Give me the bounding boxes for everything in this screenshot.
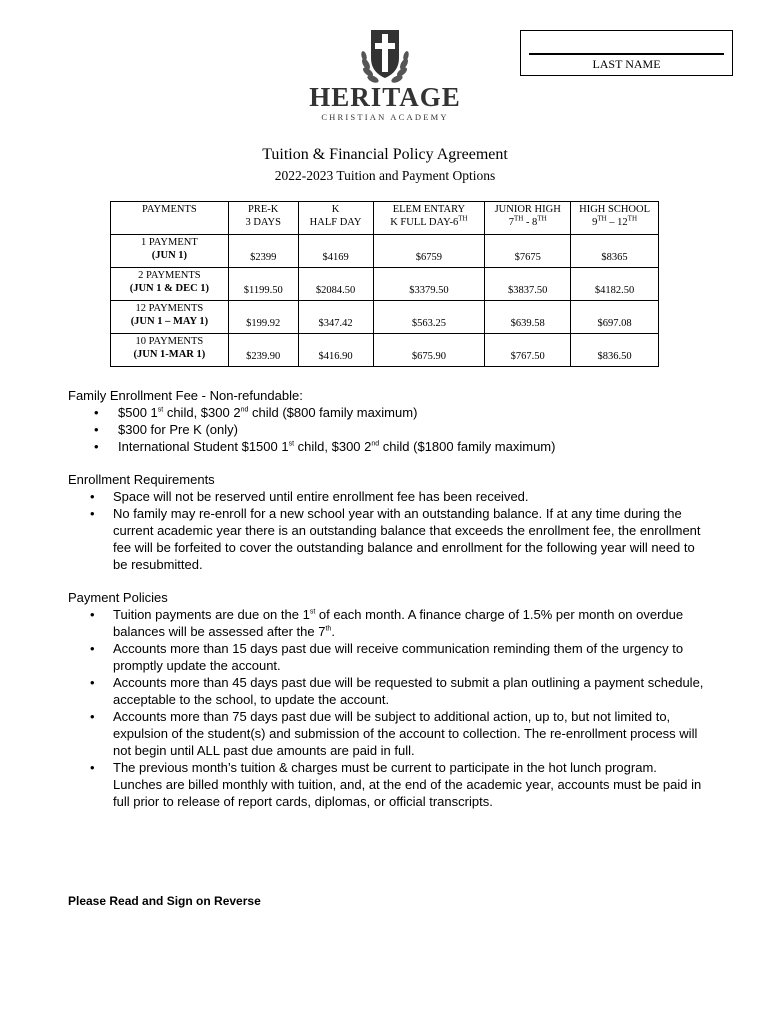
bullet-icon: •	[94, 422, 99, 437]
list-item: • Space will not be reserved until entire enrollment fee has been received.	[90, 489, 529, 504]
table-row	[111, 235, 659, 268]
row-label: 2 PAYMENTS (JUN 1 & DEC 1)	[111, 268, 229, 301]
list-item: • Accounts more than 75 days past due will be subject to additional action, up to, but not limited to, expulsion of the student(s) and submission of the account to collection. The re-enrollment process will not begin until ALL past due amounts are paid in full.	[90, 709, 698, 758]
enrollment-requirements-heading: Enrollment Requirements	[68, 472, 215, 487]
table-cell: $563.25	[373, 301, 485, 334]
table-header-elementary: ELEM ENTARY K FULL DAY-6TH	[373, 202, 485, 235]
table-cell: $8365	[571, 235, 659, 268]
table-header-payments: PAYMENTS	[111, 202, 229, 235]
table-header-high-school: HIGH SCHOOL 9TH – 12TH	[571, 202, 659, 235]
list-item: • International Student $1500 1st child, $300 2nd child ($1800 family maximum)	[94, 439, 556, 454]
tuition-table	[110, 201, 659, 367]
table-cell: $3837.50	[485, 268, 571, 301]
bullet-icon: •	[90, 709, 95, 724]
row-label: 12 PAYMENTS (JUN 1 – MAY 1)	[111, 301, 229, 334]
table-cell: $767.50	[485, 334, 571, 367]
payment-policies-heading: Payment Policies	[68, 590, 168, 605]
bullet-icon: •	[90, 506, 95, 521]
table-cell: $836.50	[571, 334, 659, 367]
table-header-k: K HALF DAY	[298, 202, 373, 235]
table-row	[111, 268, 659, 301]
table-cell: $239.90	[228, 334, 298, 367]
row-label: 10 PAYMENTS (JUN 1-MAR 1)	[111, 334, 229, 367]
page-title: Tuition & Financial Policy Agreement	[262, 146, 508, 163]
list-item: • $300 for Pre K (only)	[94, 422, 238, 437]
table-cell: $199.92	[228, 301, 298, 334]
table-cell: $4182.50	[571, 268, 659, 301]
bullet-icon: •	[90, 675, 95, 690]
row-label: 1 PAYMENT (JUN 1)	[111, 235, 229, 268]
bullet-icon: •	[90, 607, 95, 622]
list-item: • Accounts more than 15 days past due will receive communication reminding them of the urgency to promptly update the account.	[90, 641, 684, 673]
table-cell: $4169	[298, 235, 373, 268]
table-cell: $1199.50	[228, 268, 298, 301]
list-item: • Tuition payments are due on the 1st of each month. A finance charge of 1.5% per month on overdue balances will be assessed after the 7th.	[90, 607, 684, 639]
enrollment-fee-heading: Family Enrollment Fee - Non-refundable:	[68, 388, 303, 403]
payment-policies-section	[68, 589, 708, 810]
table-cell: $2399	[228, 235, 298, 268]
table-header-junior-high: JUNIOR HIGH 7TH - 8TH	[485, 202, 571, 235]
enrollment-fee-section	[68, 387, 708, 455]
last-name-line	[529, 53, 724, 55]
bullet-icon: •	[90, 489, 95, 504]
list-item: • The previous month’s tuition & charges must be current to participate in the hot lunch program. Lunches are billed monthly with tuition, and, at the end of the academic year, accounts must be paid in full prior to release of report cards, diplomas, or official transcripts.	[90, 760, 702, 809]
table-cell: $697.08	[571, 301, 659, 334]
last-name-box[interactable]	[520, 30, 733, 76]
list-item: • $500 1st child, $300 2nd child ($800 family maximum)	[94, 405, 418, 420]
table-cell: $3379.50	[373, 268, 485, 301]
enrollment-requirements-section	[68, 471, 708, 573]
bullet-icon: •	[94, 405, 99, 420]
table-cell: $675.90	[373, 334, 485, 367]
list-item: • No family may re-enroll for a new school year with an outstanding balance. If at any time during the current academic year there is an outstanding balance that exceeds the enrollment fee, the enrollment fee will be forfeited to cover the outstanding balance and enrollment for the following year will need to be resubmitted.	[90, 506, 701, 572]
heritage-logo	[300, 26, 470, 126]
bullet-icon: •	[90, 641, 95, 656]
logo-name: HERITAGE	[309, 82, 461, 112]
list-item: • Accounts more than 45 days past due will be requested to submit a plan outlining a payment schedule, acceptable to the school, to update the account.	[90, 675, 704, 707]
page-subtitle: 2022-2023 Tuition and Payment Options	[274, 168, 496, 183]
table-cell: $639.58	[485, 301, 571, 334]
last-name-label: LAST NAME	[592, 57, 661, 71]
table-cell: $416.90	[298, 334, 373, 367]
table-row	[111, 301, 659, 334]
table-cell: $7675	[485, 235, 571, 268]
table-row	[111, 334, 659, 367]
table-cell: $347.42	[298, 301, 373, 334]
logo-tagline: CHRISTIAN ACADEMY	[321, 112, 449, 122]
table-header-row	[111, 202, 659, 235]
table-cell: $2084.50	[298, 268, 373, 301]
bullet-icon: •	[90, 760, 95, 775]
footer-note: Please Read and Sign on Reverse	[68, 894, 261, 908]
table-cell: $6759	[373, 235, 485, 268]
bullet-icon: •	[94, 439, 99, 454]
table-header-prek: PRE-K 3 DAYS	[228, 202, 298, 235]
